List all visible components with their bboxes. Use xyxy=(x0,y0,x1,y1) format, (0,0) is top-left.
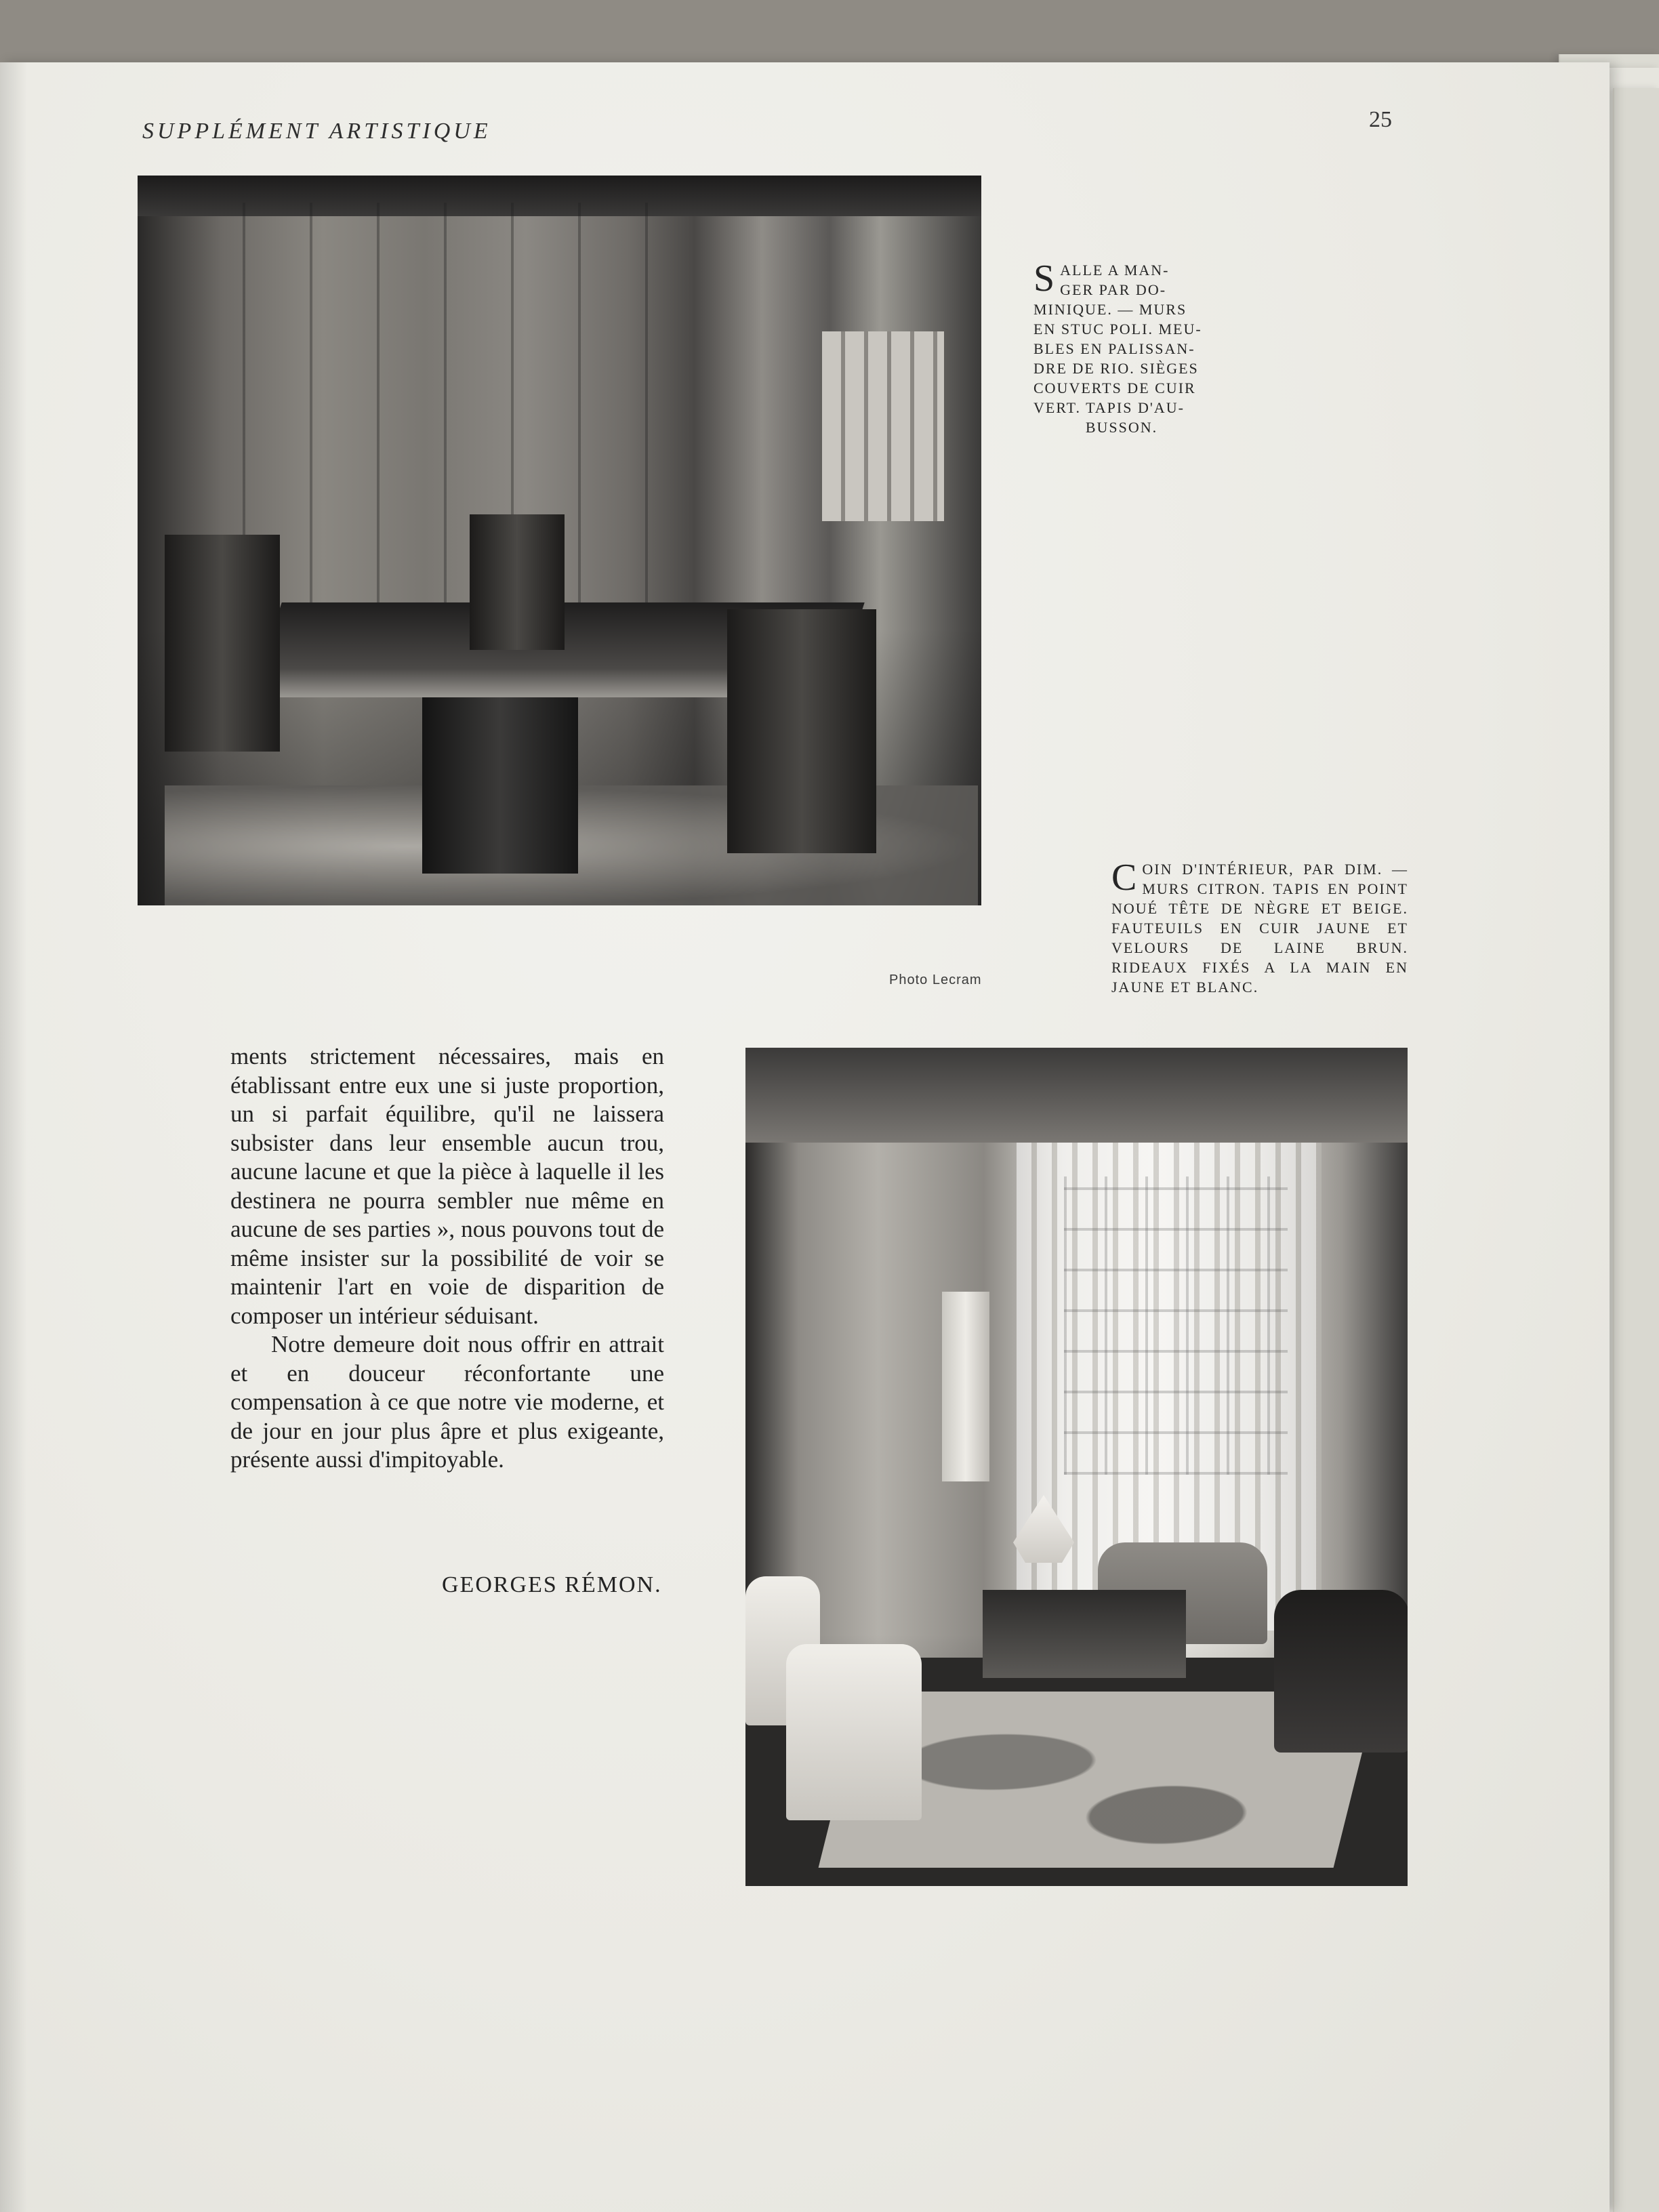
photo-low-table xyxy=(983,1590,1186,1678)
article-paragraph: ments strictement nécessaires, mais en établissant entre eux une si juste proportion, un si parfait équilibre, qu'il ne laissera subsister dans leur ensemble aucun trou, aucune lacune et que la pièce à laquelle il les destinera ne pourra sembler nue même en aucune de ses parties », nous pouvons tout de même insister sur la possibilité de voir se maintenir l'art en voie de disparition de composer un intérieur séduisant. xyxy=(230,1043,664,1329)
caption-line: MINIQUE. — MURS xyxy=(1033,301,1187,318)
photo-chair xyxy=(727,609,876,853)
author-signature: GEORGES RÉMON. xyxy=(442,1572,662,1597)
photo-window xyxy=(1064,1176,1288,1475)
photo-credit: Photo Lecram xyxy=(889,972,982,987)
photo-window xyxy=(822,331,944,521)
caption-drop-cap: S xyxy=(1033,258,1057,300)
caption-line: EN STUC POLI. MEU- xyxy=(1033,321,1202,337)
caption-line: BUSSON. xyxy=(1085,419,1158,436)
caption-line: DRE DE RIO. SIÈGES xyxy=(1033,360,1199,377)
photo-chair xyxy=(470,514,565,650)
article-body xyxy=(230,1042,664,1475)
photo-chair xyxy=(165,535,280,752)
underlying-page xyxy=(1613,88,1659,2212)
photo-table-base xyxy=(422,697,578,874)
dining-room-photo xyxy=(138,176,981,905)
page-edge-shadow xyxy=(0,62,27,2212)
photo-ceiling xyxy=(745,1048,1408,1143)
article-paragraph: Notre demeure doit nous offrir en attrait et en douceur réconfortante une compensation à ce que notre vie moderne, et de jour en jour plus âpre et plus exigeante, présente aussi d'impitoyable. xyxy=(230,1331,664,1473)
caption-line: ALLE A MAN- xyxy=(1060,262,1170,279)
caption-line: COUVERTS DE CUIR xyxy=(1033,380,1196,396)
photo-armchair xyxy=(786,1644,922,1820)
page-number: 25 xyxy=(1369,107,1392,132)
caption-line: BLES EN PALISSAN- xyxy=(1033,340,1195,357)
photo-armchair xyxy=(1274,1590,1408,1753)
caption-line: VERT. TAPIS D'AU- xyxy=(1033,399,1185,416)
interior-corner-caption xyxy=(1111,859,1408,997)
caption-line: GER PAR DO- xyxy=(1060,281,1167,298)
caption-drop-cap: C xyxy=(1111,857,1139,899)
running-head: SUPPLÉMENT ARTISTIQUE xyxy=(142,119,491,144)
caption-text: OIN D'INTÉRIEUR, PAR DIM. — MURS CITRON. TAPIS EN POINT NOUÉ TÊTE DE NÈGRE ET BEIGE. FAUTEUILS EN CUIR JAUNE ET VELOURS DE LAINE BRUN. RIDEAUX FIXÉS A LA MAIN EN JAUNE ET BLANC. xyxy=(1111,861,1408,996)
interior-corner-photo xyxy=(745,1048,1408,1886)
dining-room-caption xyxy=(1033,260,1210,437)
photo-mirror xyxy=(942,1292,989,1481)
